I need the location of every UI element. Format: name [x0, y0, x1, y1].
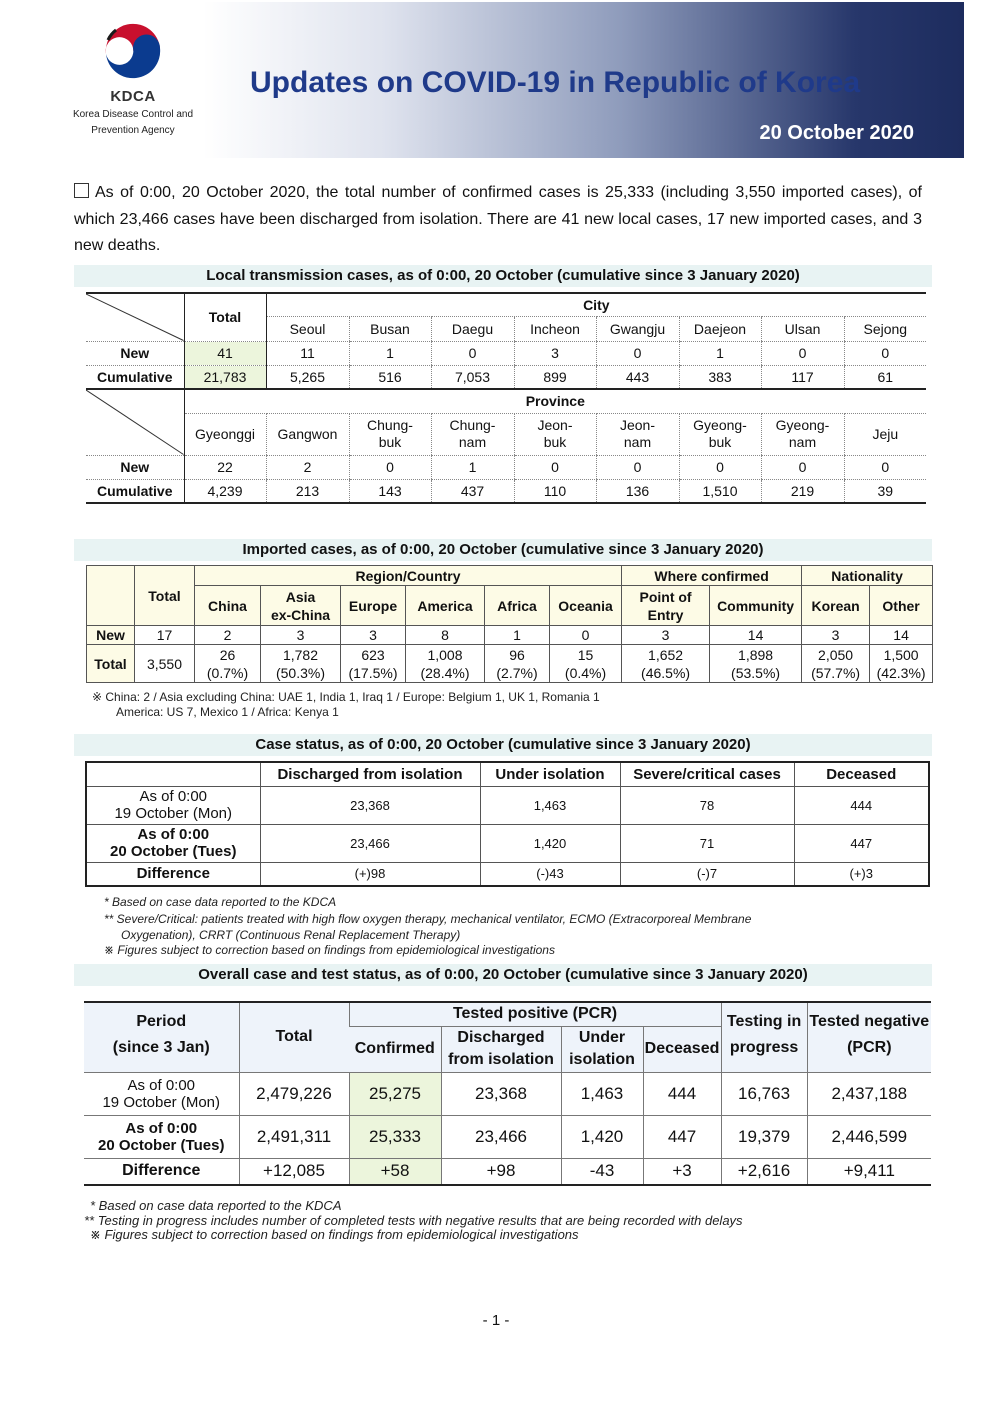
- case-status-diff-value: (-)43: [480, 862, 620, 886]
- imported-total-value: 623 (17.5%): [341, 645, 406, 683]
- under-isolation-header: Under isolation: [561, 1026, 643, 1072]
- imported-total-value: 1,008 (28.4%): [406, 645, 485, 683]
- city-new-value: 1: [679, 341, 761, 365]
- imported-note-line1: ※ China: 2 / Asia excluding China: UAE 1, India 1, Iraq 1 / Europe: Belgium 1, UK 1, Romania 1: [92, 690, 600, 704]
- city-new-value: 1: [349, 341, 431, 365]
- taegeuk-emblem-icon: [102, 20, 164, 82]
- city-cumulative-row: [86, 365, 926, 389]
- imported-subheader-row: [87, 586, 933, 626]
- overall-value: 19,379: [721, 1115, 807, 1158]
- overall-status-table: [84, 1001, 931, 1186]
- case-status-value: 1,420: [480, 824, 620, 862]
- province-new-value: 0: [844, 455, 926, 479]
- imported-total-value: 96 (2.7%): [485, 645, 550, 683]
- case-status-diff-value: (+)98: [260, 862, 480, 886]
- imported-total-value: 1,782 (50.3%): [261, 645, 341, 683]
- province-name: Chung- nam: [431, 413, 514, 455]
- province-new-value: 1: [431, 455, 514, 479]
- imported-col-header: Europe: [341, 586, 406, 626]
- case-status-corner: [86, 762, 260, 786]
- confirmed-header: Confirmed: [349, 1026, 441, 1072]
- imported-col-header: Asia ex-China: [261, 586, 341, 626]
- case-status-value: 71: [620, 824, 794, 862]
- imported-col-header: Korean: [802, 586, 870, 626]
- province-name: Jeon- nam: [596, 413, 679, 455]
- overall-row-label: As of 0:00 19 October (Mon): [84, 1072, 239, 1115]
- imported-new-value: 3: [802, 626, 870, 645]
- city-cumulative-value: 117: [761, 365, 844, 389]
- imported-cases-table: [86, 565, 933, 683]
- case-status-note1: * Based on case data reported to the KDCA: [104, 895, 337, 909]
- province-name: Jeju: [844, 413, 926, 455]
- case-status-col-header: Discharged from isolation: [260, 762, 480, 786]
- case-status-note2: ** Severe/Critical: patients treated with high flow oxygen therapy, mechanical ventilator, ECMO (Extracorporeal Membrane: [104, 912, 752, 926]
- city-name: Daejeon: [679, 316, 761, 341]
- province-name: Chung- buk: [349, 413, 431, 455]
- page-title: Updates on COVID-19 in Republic of Korea: [250, 66, 861, 99]
- case-status-note4: ※ Figures subject to correction based on findings from epidemiological investigations: [104, 943, 555, 957]
- overall-value: 2,437,188: [807, 1072, 931, 1115]
- difference-label: Difference: [84, 1158, 239, 1185]
- city-cumulative-value: 61: [844, 365, 926, 389]
- diagonal-header-cell: [86, 389, 184, 455]
- imported-new-label: New: [87, 626, 135, 645]
- overall-diff-value: -43: [561, 1158, 643, 1185]
- overall-diff-value: +2,616: [721, 1158, 807, 1185]
- overall-diff-value: +12,085: [239, 1158, 349, 1185]
- province-new-value: 0: [679, 455, 761, 479]
- overall-total-header: Total: [239, 1002, 349, 1072]
- total-cumulative-value: 21,783: [184, 365, 266, 389]
- case-status-diff-value: (+)3: [794, 862, 929, 886]
- city-header: City: [266, 293, 926, 316]
- imported-total-total: 3,550: [135, 645, 195, 683]
- overall-value: 2,446,599: [807, 1115, 931, 1158]
- case-status-col-header: Under isolation: [480, 762, 620, 786]
- case-status-value: 1,463: [480, 786, 620, 824]
- agency-abbreviation: KDCA: [110, 88, 156, 105]
- case-status-row-label: As of 0:00 19 October (Mon): [86, 786, 260, 824]
- city-name: Ulsan: [761, 316, 844, 341]
- case-status-col-header: Deceased: [794, 762, 929, 786]
- province-cumulative-row: [86, 479, 926, 503]
- overall-difference-row: [84, 1158, 931, 1185]
- imported-total-value: 2,050 (57.7%): [802, 645, 870, 683]
- overall-value: 23,466: [441, 1115, 561, 1158]
- overall-note1: * Based on case data reported to the KDCA: [90, 1198, 342, 1213]
- imported-col-header: Oceania: [550, 586, 622, 626]
- imported-col-header: Africa: [485, 586, 550, 626]
- case-status-value: 447: [794, 824, 929, 862]
- imported-total-value: 1,652 (46.5%): [622, 645, 710, 683]
- overall-status-title: Overall case and test status, as of 0:00, 20 October (cumulative since 3 January 2020): [74, 964, 932, 986]
- overall-value: 16,763: [721, 1072, 807, 1115]
- local-cases-table: [86, 292, 926, 504]
- new-label: New: [86, 455, 184, 479]
- cumulative-label: Cumulative: [86, 479, 184, 503]
- overall-confirmed-value: 25,275: [349, 1072, 441, 1115]
- overall-note3: ※ Figures subject to correction based on findings from epidemiological investigations: [90, 1227, 579, 1242]
- case-status-row: [86, 786, 929, 824]
- local-cases-title: Local transmission cases, as of 0:00, 20 October (cumulative since 3 January 2020): [74, 265, 932, 287]
- diagonal-header-cell: [86, 293, 184, 341]
- province-cumulative-value: 437: [431, 479, 514, 503]
- page-number: - 1 -: [482, 1312, 510, 1329]
- province-cumulative-value: 219: [761, 479, 844, 503]
- city-cumulative-value: 516: [349, 365, 431, 389]
- case-status-value: 444: [794, 786, 929, 824]
- period-header: Period (since 3 Jan): [84, 1002, 239, 1072]
- overall-diff-confirmed: +58: [349, 1158, 441, 1185]
- city-new-value: 0: [431, 341, 514, 365]
- imported-new-total: 17: [135, 626, 195, 645]
- imported-total-value: 1,898 (53.5%): [710, 645, 802, 683]
- city-cumulative-value: 899: [514, 365, 596, 389]
- imported-new-value: 3: [261, 626, 341, 645]
- case-status-title: Case status, as of 0:00, 20 October (cumulative since 3 January 2020): [74, 734, 932, 756]
- agency-name-line2: Prevention Agency: [91, 125, 175, 136]
- overall-note2: ** Testing in progress includes number of completed tests with negative results that are being recorded with delays: [84, 1213, 743, 1228]
- case-status-col-header: Severe/critical cases: [620, 762, 794, 786]
- city-cumulative-value: 443: [596, 365, 679, 389]
- summary-paragraph: [74, 180, 922, 260]
- province-cumulative-value: 143: [349, 479, 431, 503]
- imported-new-value: 1: [485, 626, 550, 645]
- province-cumulative-value: 4,239: [184, 479, 266, 503]
- imported-new-value: 3: [341, 626, 406, 645]
- kdca-logo: [58, 20, 208, 150]
- case-status-value: 78: [620, 786, 794, 824]
- nationality-header: Nationality: [802, 566, 933, 586]
- imported-note-line2: America: US 7, Mexico 1 / Africa: Kenya 1: [116, 705, 339, 719]
- overall-value: 444: [643, 1072, 721, 1115]
- imported-total-label: Total: [87, 645, 135, 683]
- case-status-diff-value: (-)7: [620, 862, 794, 886]
- province-new-value: 0: [349, 455, 431, 479]
- overall-confirmed-value: 25,333: [349, 1115, 441, 1158]
- province-cumulative-value: 213: [266, 479, 349, 503]
- city-name: Daegu: [431, 316, 514, 341]
- city-new-value: 0: [596, 341, 679, 365]
- case-status-table: [85, 761, 930, 887]
- overall-value: 1,420: [561, 1115, 643, 1158]
- city-new-value: 0: [761, 341, 844, 365]
- overall-row: [84, 1115, 931, 1158]
- city-name: Seoul: [266, 316, 349, 341]
- province-new-value: 2: [266, 455, 349, 479]
- overall-value: 2,479,226: [239, 1072, 349, 1115]
- checkbox-square-icon: [74, 183, 89, 198]
- tested-positive-header: Tested positive (PCR): [349, 1002, 721, 1026]
- case-status-header-row: [86, 762, 929, 786]
- case-status-note3: Oxygenation), CRRT (Continuous Renal Replacement Therapy): [121, 928, 461, 942]
- province-new-row: [86, 455, 926, 479]
- case-status-difference-row: [86, 862, 929, 886]
- province-name: Gyeonggi: [184, 413, 266, 455]
- case-status-row-label: As of 0:00 20 October (Tues): [86, 824, 260, 862]
- overall-diff-value: +9,411: [807, 1158, 931, 1185]
- city-cumulative-value: 383: [679, 365, 761, 389]
- imported-total-value: 1,500 (42.3%): [870, 645, 933, 683]
- imported-new-value: 0: [550, 626, 622, 645]
- province-new-value: 0: [596, 455, 679, 479]
- imported-new-value: 2: [195, 626, 261, 645]
- city-name: Busan: [349, 316, 431, 341]
- case-status-value: 23,466: [260, 824, 480, 862]
- imported-cases-title: Imported cases, as of 0:00, 20 October (cumulative since 3 January 2020): [74, 539, 932, 561]
- region-country-header: Region/Country: [195, 566, 622, 586]
- imported-total-row: [87, 645, 933, 683]
- imported-new-value: 14: [870, 626, 933, 645]
- overall-value: 23,368: [441, 1072, 561, 1115]
- imported-col-header: Community: [710, 586, 802, 626]
- city-cumulative-value: 5,265: [266, 365, 349, 389]
- province-cumulative-value: 39: [844, 479, 926, 503]
- city-new-value: 3: [514, 341, 596, 365]
- overall-diff-value: +98: [441, 1158, 561, 1185]
- header-banner: [58, 2, 964, 158]
- province-new-value: 0: [514, 455, 596, 479]
- case-status-value: 23,368: [260, 786, 480, 824]
- overall-row-label: As of 0:00 20 October (Tues): [84, 1115, 239, 1158]
- province-name: Gyeong- buk: [679, 413, 761, 455]
- imported-total-header: Total: [135, 566, 195, 626]
- total-header: Total: [184, 293, 266, 341]
- city-name: Sejong: [844, 316, 926, 341]
- imported-new-row: [87, 626, 933, 645]
- imported-col-header: Other: [870, 586, 933, 626]
- city-new-row: [86, 341, 926, 365]
- imported-new-value: 14: [710, 626, 802, 645]
- province-names-row: [86, 413, 926, 455]
- city-name: Gwangju: [596, 316, 679, 341]
- city-new-value: 11: [266, 341, 349, 365]
- overall-value: 447: [643, 1115, 721, 1158]
- discharged-header: Discharged from isolation: [441, 1026, 561, 1072]
- province-header: Province: [184, 389, 926, 413]
- agency-name-line1: Korea Disease Control and: [72, 109, 194, 120]
- imported-col-header: America: [406, 586, 485, 626]
- deceased-header: Deceased: [643, 1026, 721, 1072]
- imported-col-header: China: [195, 586, 261, 626]
- city-new-value: 0: [844, 341, 926, 365]
- overall-value: 1,463: [561, 1072, 643, 1115]
- testing-in-progress-header: Testing in progress: [721, 1002, 807, 1072]
- where-confirmed-header: Where confirmed: [622, 566, 802, 586]
- new-label: New: [86, 341, 184, 365]
- province-cumulative-value: 110: [514, 479, 596, 503]
- city-name: Incheon: [514, 316, 596, 341]
- summary-text: As of 0:00, 20 October 2020, the total number of confirmed cases is 25,333 (including 3,550 imported cases), of which 23,466 cases have been discharged from isolation. There are 41 new local cases, 17 new imported cases, and 3 new deaths.: [74, 184, 922, 254]
- province-new-value: 0: [761, 455, 844, 479]
- difference-label: Difference: [86, 862, 260, 886]
- tested-negative-header: Tested negative (PCR): [807, 1002, 931, 1072]
- province-new-value: 22: [184, 455, 266, 479]
- imported-corner-cell: [87, 566, 135, 626]
- province-name: Gangwon: [266, 413, 349, 455]
- imported-col-header: Point of Entry: [622, 586, 710, 626]
- province-name: Gyeong- nam: [761, 413, 844, 455]
- overall-row: [84, 1072, 931, 1115]
- cumulative-label: Cumulative: [86, 365, 184, 389]
- overall-diff-value: +3: [643, 1158, 721, 1185]
- report-date: 20 October 2020: [759, 122, 914, 144]
- case-status-row: [86, 824, 929, 862]
- city-cumulative-value: 7,053: [431, 365, 514, 389]
- total-new-value: 41: [184, 341, 266, 365]
- province-cumulative-value: 1,510: [679, 479, 761, 503]
- overall-value: 2,491,311: [239, 1115, 349, 1158]
- province-cumulative-value: 136: [596, 479, 679, 503]
- province-name: Jeon- buk: [514, 413, 596, 455]
- imported-total-value: 15 (0.4%): [550, 645, 622, 683]
- imported-total-value: 26 (0.7%): [195, 645, 261, 683]
- imported-new-value: 8: [406, 626, 485, 645]
- imported-new-value: 3: [622, 626, 710, 645]
